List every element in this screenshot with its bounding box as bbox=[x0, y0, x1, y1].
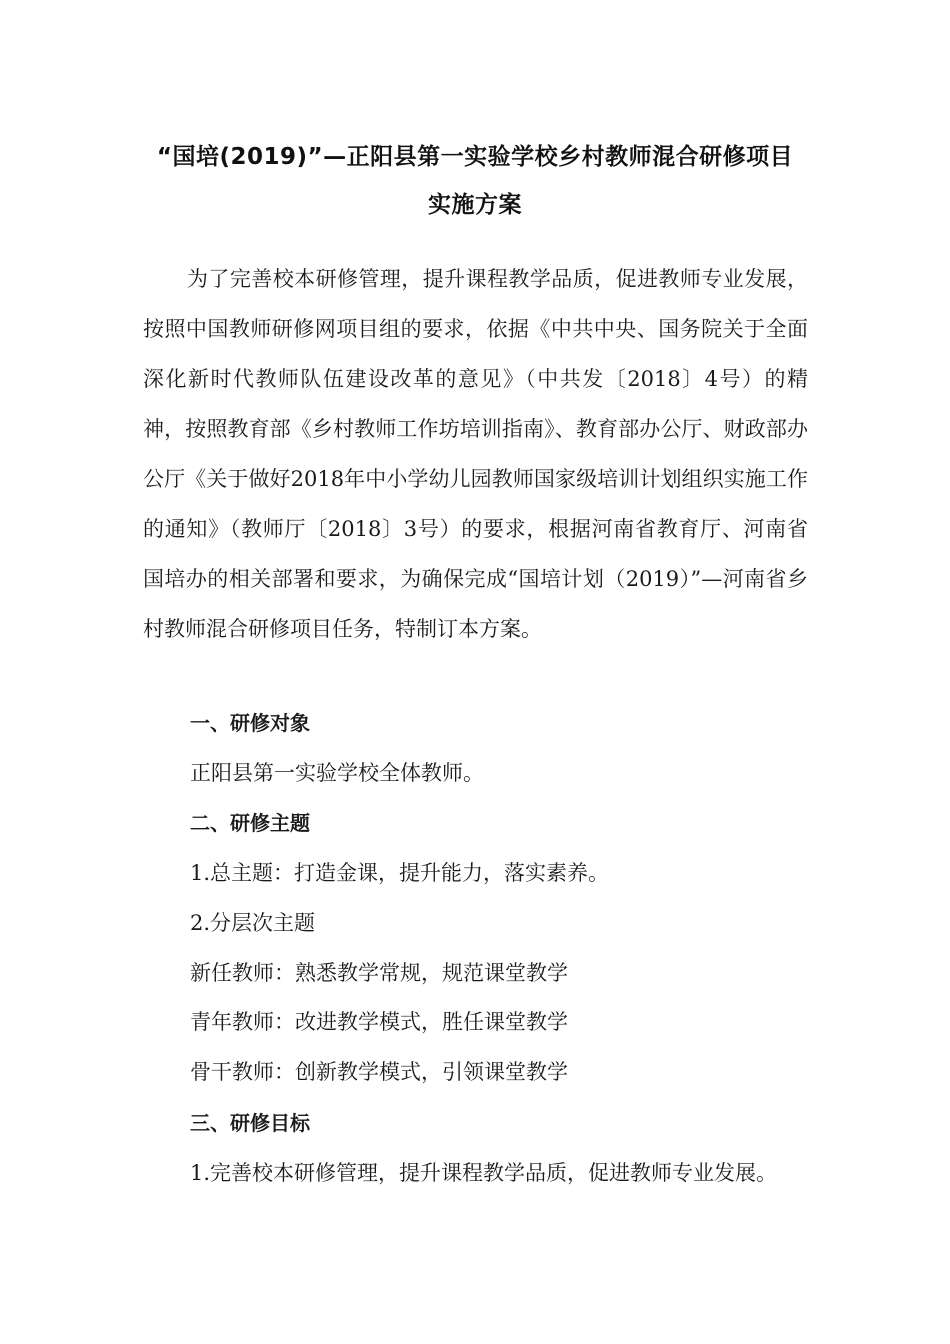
document-title-line2: 实施方案 bbox=[428, 192, 522, 218]
section3-item1: 1.完善校本研修管理，提升课程教学品质，促进教师专业发展。 bbox=[190, 1161, 778, 1185]
document-title-line1: “国培(2019)”—正阳县第一实验学校乡村教师混合研修项目 bbox=[156, 144, 794, 170]
section2-backbone-teachers: 骨干教师：创新教学模式，引领课堂教学 bbox=[190, 1060, 568, 1084]
intro-paragraph: 为了完善校本研修管理，提升课程教学品质，促进教师专业发展，按照中国教师研修网项目组的要求，依据《中共中央、国务院关于全面深化新时代教师队伍建设改革的意见》（中共发〔2018〕4号）的精神，按照教育部《乡村教师工作坊培训指南》、教育部办公厅、财政部办公厅《关于做好2018年中小学幼儿园教师国家级培训计划组织实施工作的通知》（教师厅〔2018〕3号）的要求，根据河南省教育厅、河南省国培办的相关部署和要求，为确保完成“国培计划（2019）”—河南省乡村教师混合研修项目任务，特制订本方案。 bbox=[143, 267, 808, 641]
section3-heading: 三、研修目标 bbox=[190, 1111, 310, 1135]
section2-heading: 二、研修主题 bbox=[190, 811, 310, 835]
section2-new-teachers: 新任教师：熟悉教学常规，规范课堂教学 bbox=[190, 961, 568, 985]
section2-young-teachers: 青年教师：改进教学模式，胜任课堂教学 bbox=[190, 1010, 568, 1034]
section1-text: 正阳县第一实验学校全体教师。 bbox=[190, 761, 484, 785]
section2-item1: 1.总主题：打造金课，提升能力，落实素养。 bbox=[190, 861, 610, 885]
section2-item2: 2.分层次主题 bbox=[190, 911, 316, 935]
section1-heading: 一、研修对象 bbox=[190, 711, 310, 735]
